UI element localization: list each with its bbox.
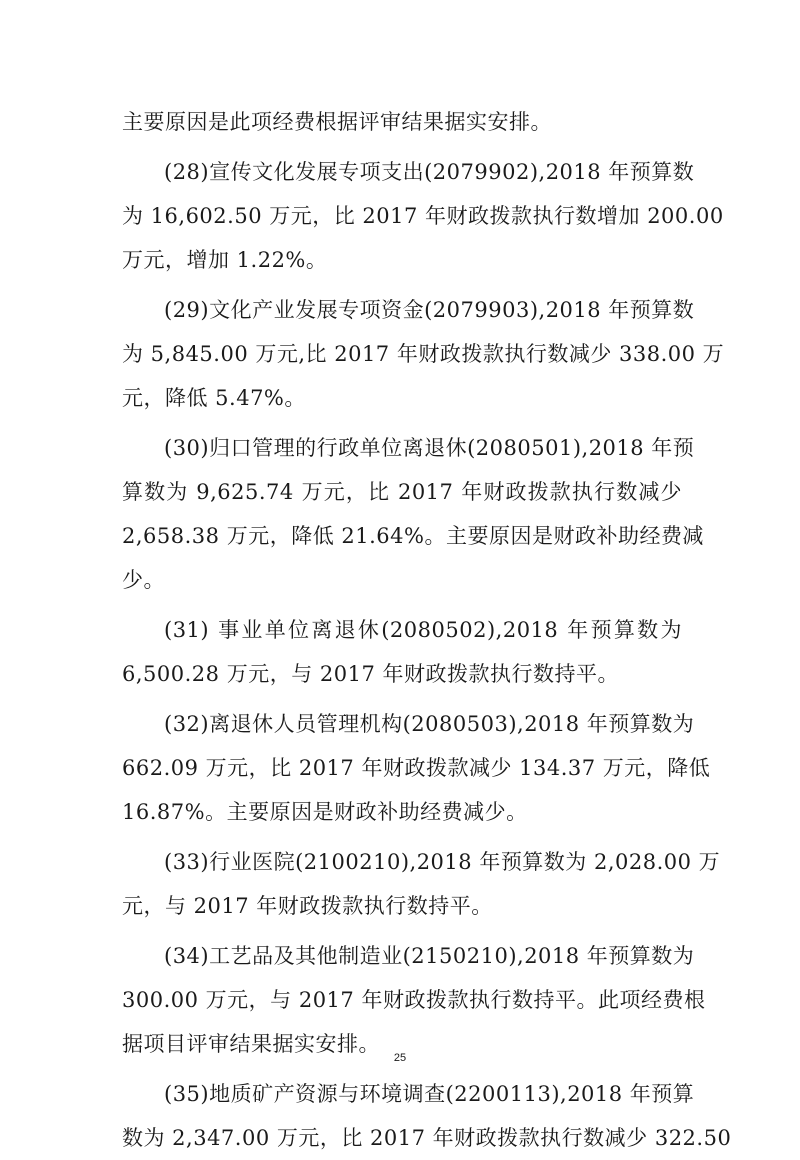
text-line: 2,658.38 万元，降低 21.64%。主要原因是财政补助经费减 (122, 524, 704, 548)
text-line: 6,500.28 万元，与 2017 年财政拨款执行数持平。 (122, 662, 619, 686)
paragraph-lines (122, 100, 732, 1160)
text-line: (32)离退休人员管理机构(2080503),2018 年预算数为 (164, 712, 695, 736)
text-line: 为 5,845.00 万元,比 2017 年财政拨款执行数减少 338.00 万 (122, 342, 725, 366)
text-line: (34)工艺品及其他制造业(2150210),2018 年预算数为 (164, 944, 695, 968)
text-line: (35)地质矿产资源与环境调查(2200113),2018 年预算 (164, 1082, 695, 1106)
text-line: 万元，增加 1.22%。 (122, 248, 328, 272)
text-line: (31) 事业单位离退休(2080502),2018 年预算数为 (164, 618, 682, 642)
text-line: 据项目评审结果据实安排。 (122, 1032, 380, 1056)
text-line: 主要原因是此项经费根据评审结果据实安排。 (122, 110, 552, 134)
page-number: 25 (393, 1052, 407, 1064)
text-line: 300.00 万元，与 2017 年财政拨款执行数持平。此项经费根 (122, 988, 706, 1012)
document-body (122, 100, 732, 1160)
text-line: 算数为 9,625.74 万元，比 2017 年财政拨款执行数减少 (122, 480, 682, 504)
text-line: 元，降低 5.47%。 (122, 386, 306, 410)
text-line: (30)归口管理的行政单位离退休(2080501),2018 年预 (164, 436, 695, 460)
text-line: 16.87%。主要原因是财政补助经费减少。 (122, 800, 528, 824)
text-line: 数为 2,347.00 万元，比 2017 年财政拨款执行数减少 322.50 (122, 1126, 732, 1150)
text-line: 为 16,602.50 万元，比 2017 年财政拨款执行数增加 200.00 (122, 204, 724, 228)
text-line: 元，与 2017 年财政拨款执行数持平。 (122, 894, 493, 918)
text-line: (33)行业医院(2100210),2018 年预算数为 2,028.00 万 (164, 850, 721, 874)
text-line: (28)宣传文化发展专项支出(2079902),2018 年预算数 (164, 160, 695, 184)
text-line: 少。 (122, 568, 165, 592)
text-line: (29)文化产业发展专项资金(2079903),2018 年预算数 (164, 298, 695, 322)
text-line: 662.09 万元，比 2017 年财政拨款减少 134.37 万元，降低 (122, 756, 711, 780)
